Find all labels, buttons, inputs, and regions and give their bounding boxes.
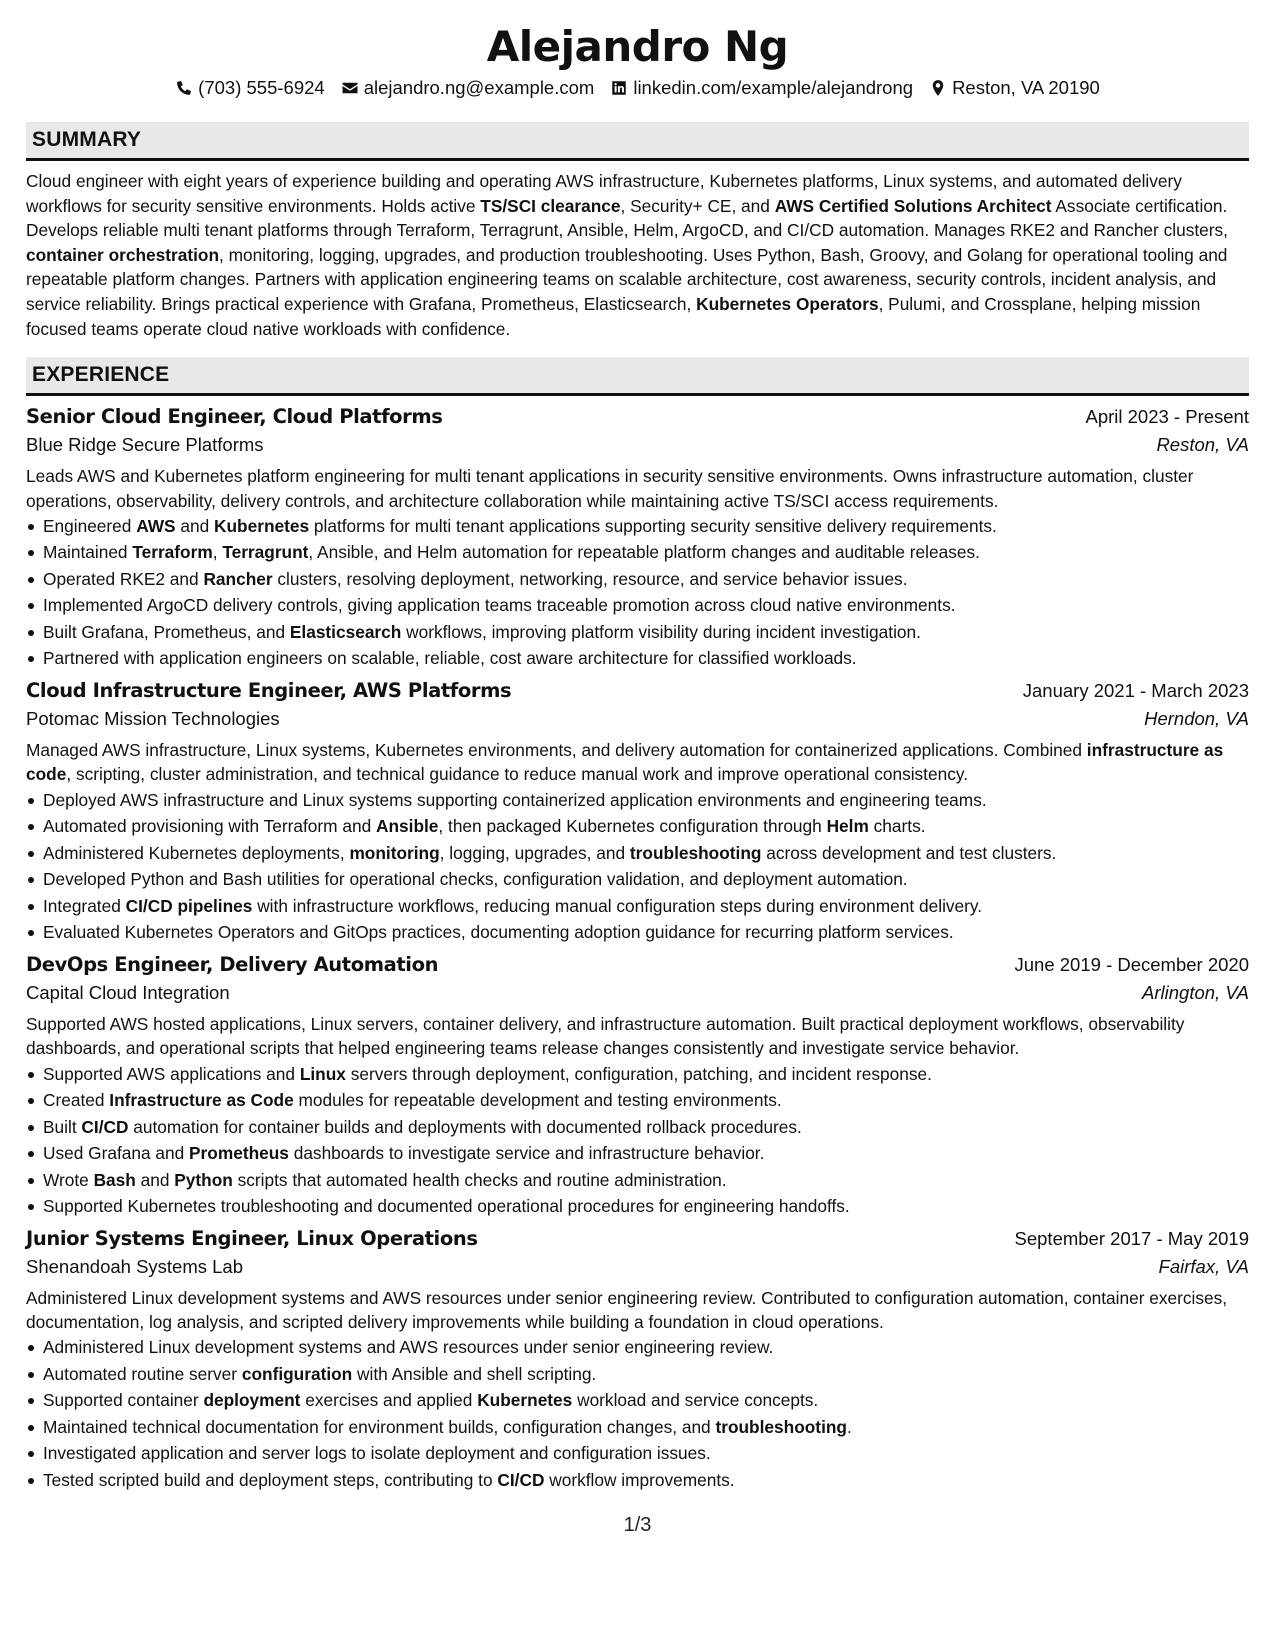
job-bullets (26, 787, 1249, 946)
job-dates: January 2021 - March 2023 (1022, 679, 1249, 701)
bold-keyword: Bash (93, 1169, 136, 1190)
bold-keyword: Prometheus (189, 1143, 289, 1164)
role-row (26, 953, 1249, 976)
bold-keyword: TS/SCI clearance (480, 195, 621, 216)
candidate-name: Alejandro Ng (486, 22, 789, 71)
bullet-item: Operated RKE2 and Rancher clusters, resolving deployment, networking, resource, and service behavior issues. (26, 566, 1249, 593)
bold-keyword: configuration (241, 1363, 353, 1384)
bold-keyword: CI/CD (81, 1116, 129, 1137)
bold-keyword: AWS (136, 515, 176, 536)
bullet-item: Maintained Terraform, Terragrunt, Ansible, and Helm automation for repeatable platform changes and auditable releases. (26, 539, 1249, 566)
bullet-item: Partnered with application engineers on scalable, reliable, cost aware architecture for classified workloads. (26, 645, 1249, 672)
bold-keyword: troubleshooting (629, 842, 762, 863)
phone-number: (703) 555-6924 (198, 77, 325, 98)
job-entry (26, 1227, 1249, 1494)
contact-phone (175, 76, 325, 100)
bullet-item: Supported container deployment exercises and applied Kubernetes workload and service concepts. (26, 1387, 1249, 1414)
bold-keyword: CI/CD pipelines (125, 895, 253, 916)
bullet-item: Built Grafana, Prometheus, and Elasticsearch workflows, improving platform visibility during incident investigation. (26, 619, 1249, 646)
bold-keyword: Python (174, 1169, 233, 1190)
job-title: Junior Systems Engineer, Linux Operations (26, 1226, 478, 1250)
job-entry (26, 405, 1249, 672)
bold-keyword: AWS Certified Solutions Architect (774, 195, 1052, 216)
bullet-item: Automated provisioning with Terraform and Ansible, then packaged Kubernetes configuration through Helm charts. (26, 813, 1249, 840)
job-title: DevOps Engineer, Delivery Automation (26, 952, 439, 976)
bold-keyword: Terragrunt (222, 542, 309, 563)
bullet-item: Investigated application and server logs to isolate deployment and configuration issues. (26, 1440, 1249, 1467)
role-row (26, 1227, 1249, 1250)
job-dates: September 2017 - May 2019 (1014, 1227, 1249, 1249)
job-description: Managed AWS infrastructure, Linux systems, Kubernetes environments, and delivery automation for containerized applications. Combined infrastructure as code, scripting, cluster administration, and technical guidance to reduce manual work and improve operational consistency. (26, 739, 1224, 785)
org-row (26, 1256, 1249, 1278)
job-entry (26, 679, 1249, 946)
contact-bar (26, 76, 1249, 100)
bold-keyword: deployment (203, 1390, 301, 1411)
linkedin-url[interactable]: linkedin.com/example/alejandrong (633, 77, 914, 98)
bold-keyword: Elasticsearch (289, 621, 402, 642)
resume-page (26, 22, 1249, 1493)
contact-email[interactable] (341, 76, 595, 100)
job-entry (26, 953, 1249, 1220)
bullet-item: Developed Python and Bash utilities for operational checks, configuration validation, and deployment automation. (26, 866, 1249, 893)
email-address[interactable]: alejandro.ng@example.com (363, 77, 595, 98)
bullet-item: Deployed AWS infrastructure and Linux systems supporting containerized application environments and engineering teams. (26, 787, 1249, 814)
job-description: Administered Linux development systems and AWS resources under senior engineering review. Contributed to configuration automation, container exercises, documentation, log analysis, and scripted delivery improvements while building a foundation in cloud operations. (26, 1287, 1228, 1332)
bold-keyword: Ansible (376, 816, 439, 837)
job-description: Supported AWS hosted applications, Linux servers, container delivery, and infrastructure automation. Built practical deployment workflows, observability dashboards, and operational scripts that helped engineering teams release changes consistently and investigate service behavior. (26, 1013, 1185, 1059)
bold-keyword: container orchestration (26, 244, 220, 265)
job-dates: April 2023 - Present (1085, 406, 1249, 428)
bullet-item: Maintained technical documentation for environment builds, configuration changes, and troubleshooting. (26, 1414, 1249, 1441)
contact-linkedin[interactable] (610, 76, 913, 100)
job-bullets (26, 1061, 1249, 1220)
org-row (26, 708, 1249, 730)
job-title: Cloud Infrastructure Engineer, AWS Platforms (26, 678, 512, 702)
bold-keyword: Kubernetes Operators (696, 293, 879, 314)
bullet-item: Wrote Bash and Python scripts that automated health checks and routine administration. (26, 1167, 1249, 1194)
bullet-item: Tested scripted build and deployment steps, contributing to CI/CD workflow improvements. (26, 1467, 1249, 1494)
summary-text: Cloud engineer with eight years of experience building and operating AWS infrastructure, Kubernetes platforms, Linux systems, and automated delivery workflows for security sensitive environments. Holds active TS/SCI clearance, Security+ CE, and AWS Certified Solutions Architect Associate certification. Develops reliable multi tenant platforms through Terraform, Terragrunt, Ansible, Helm, ArgoCD, and CI/CD automation. Manages RKE2 and Rancher clusters, container orchestration, monitoring, logging, upgrades, and production troubleshooting. Uses Python, Bash, Groovy, and Golang for operational tooling and repeatable platform changes. Partners with application engineering teams on scalable architecture, cost awareness, security controls, incident analysis, and service reliability. Brings practical experience with Grafana, Prometheus, Elasticsearch, Kubernetes Operators, Pulumi, and Crossplane, helping mission focused teams operate cloud native workloads with confidence. (26, 171, 1228, 339)
bold-keyword: Linux (299, 1063, 346, 1084)
job-title: Senior Cloud Engineer, Cloud Platforms (26, 405, 443, 429)
bullet-item: Administered Kubernetes deployments, monitoring, logging, upgrades, and troubleshooting across development and test clusters. (26, 840, 1249, 867)
org-row (26, 982, 1249, 1004)
bullet-item: Used Grafana and Prometheus dashboards to investigate service and infrastructure behavior. (26, 1140, 1249, 1167)
company-name: Potomac Mission Technologies (26, 707, 280, 729)
page-number: 1/3 (623, 1514, 652, 1536)
job-list (26, 405, 1249, 1493)
bullet-item: Integrated CI/CD pipelines with infrastructure workflows, reducing manual configuration steps during environment delivery. (26, 893, 1249, 920)
linkedin-icon (610, 79, 628, 97)
job-location: Herndon, VA (1144, 707, 1249, 729)
role-row (26, 405, 1249, 428)
phone-icon (175, 79, 193, 97)
org-row (26, 434, 1249, 456)
summary-section (26, 122, 1249, 341)
location-text: Reston, VA 20190 (952, 77, 1100, 98)
bold-keyword: Helm (826, 816, 869, 837)
bold-keyword: troubleshooting (715, 1416, 847, 1437)
bullet-item: Engineered AWS and Kubernetes platforms for multi tenant applications supporting security sensitive delivery requirements. (26, 513, 1249, 540)
company-name: Shenandoah Systems Lab (26, 1255, 244, 1277)
bold-keyword: Kubernetes (214, 515, 310, 536)
bullet-item: Evaluated Kubernetes Operators and GitOps practices, documenting adoption guidance for recurring platform services. (26, 919, 1249, 946)
bullet-item: Created Infrastructure as Code modules for repeatable development and testing environments. (26, 1087, 1249, 1114)
bold-keyword: Infrastructure as Code (109, 1090, 294, 1111)
summary-heading: SUMMARY (26, 122, 1249, 161)
bullet-item: Implemented ArgoCD delivery controls, giving application teams traceable promotion across cloud native environments. (26, 592, 1249, 619)
bullet-item: Supported AWS applications and Linux servers through deployment, configuration, patching, and incident response. (26, 1061, 1249, 1088)
bullet-item: Built CI/CD automation for container builds and deployments with documented rollback procedures. (26, 1114, 1249, 1141)
company-name: Blue Ridge Secure Platforms (26, 434, 264, 456)
bold-keyword: Kubernetes (477, 1390, 573, 1411)
job-location: Reston, VA (1156, 434, 1249, 456)
company-name: Capital Cloud Integration (26, 981, 230, 1003)
contact-location (929, 76, 1100, 100)
job-bullets (26, 1334, 1249, 1493)
envelope-icon (341, 79, 359, 97)
job-location: Arlington, VA (1142, 981, 1249, 1003)
experience-heading: EXPERIENCE (26, 357, 1249, 396)
location-pin-icon (929, 79, 947, 97)
job-bullets (26, 513, 1249, 672)
bold-keyword: Terraform (132, 542, 213, 563)
bullet-item: Supported Kubernetes troubleshooting and documented operational procedures for engineering handoffs. (26, 1193, 1249, 1220)
experience-section (26, 357, 1249, 1493)
bold-keyword: CI/CD (497, 1469, 545, 1490)
bold-keyword: monitoring (349, 842, 440, 863)
job-location: Fairfax, VA (1158, 1255, 1249, 1277)
role-row (26, 679, 1249, 702)
job-description: Leads AWS and Kubernetes platform engineering for multi tenant applications in security sensitive environments. Owns infrastructure automation, cluster operations, observability, delivery controls, and architecture collaboration while maintaining active TS/SCI access requirements. (26, 466, 1194, 511)
bold-keyword: Rancher (203, 568, 273, 589)
job-dates: June 2019 - December 2020 (1014, 953, 1249, 975)
bullet-item: Automated routine server configuration with Ansible and shell scripting. (26, 1361, 1249, 1388)
bold-keyword: infrastructure as code (26, 739, 1224, 785)
bullet-item: Administered Linux development systems and AWS resources under senior engineering review. (26, 1334, 1249, 1361)
